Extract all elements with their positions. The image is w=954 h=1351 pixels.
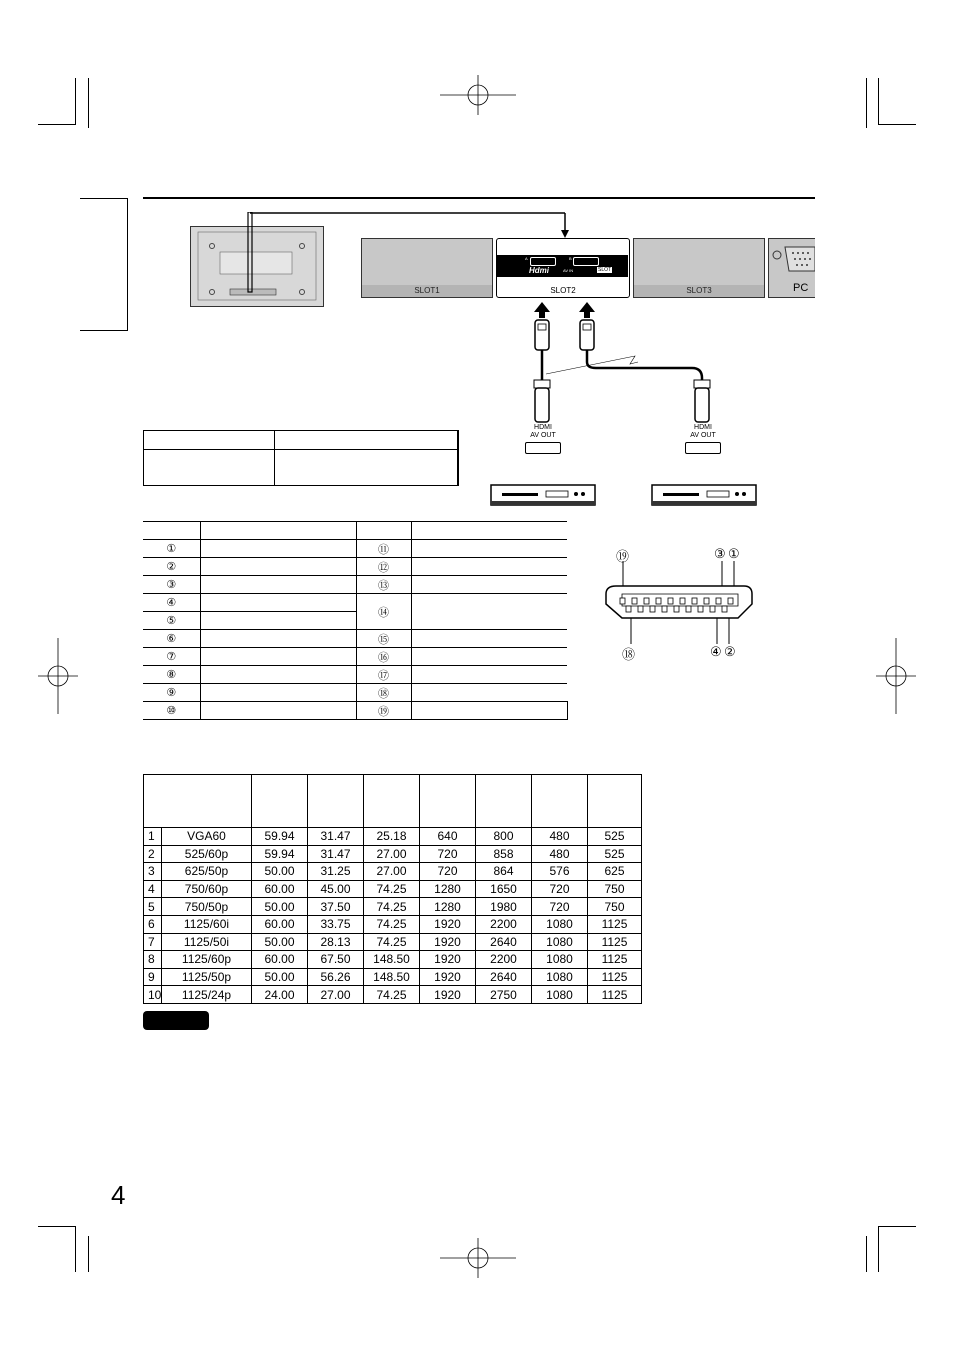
table-cell: 5 bbox=[144, 898, 162, 916]
table-row bbox=[144, 880, 642, 898]
table-cell: 1125/24p bbox=[162, 986, 252, 1004]
table-cell: 1280 bbox=[420, 880, 476, 898]
table-row bbox=[143, 594, 567, 612]
table-cell: 25.18 bbox=[364, 828, 420, 846]
hdmi-connector-diagram bbox=[600, 544, 760, 662]
vga-connector-icon bbox=[771, 245, 815, 275]
table-cell: 750/60p bbox=[162, 880, 252, 898]
registration-mark-left bbox=[38, 638, 78, 714]
device1-line2: AV OUT bbox=[530, 432, 556, 439]
slot3-label: SLOT3 bbox=[634, 285, 764, 297]
table-cell: 7 bbox=[144, 933, 162, 951]
table-cell: 1280 bbox=[420, 898, 476, 916]
table-cell: 56.26 bbox=[308, 968, 364, 986]
table-cell: 480 bbox=[532, 845, 588, 863]
pin-number: ⑩ bbox=[143, 702, 200, 720]
table-cell: 4 bbox=[144, 880, 162, 898]
table-row bbox=[144, 845, 642, 863]
table-row bbox=[143, 630, 567, 648]
table-row bbox=[144, 898, 642, 916]
slot2-label: SLOT2 bbox=[550, 286, 576, 295]
table-cell: 27.00 bbox=[308, 986, 364, 1004]
table-cell: 9 bbox=[144, 968, 162, 986]
table-cell: 720 bbox=[532, 880, 588, 898]
port-b-label: B bbox=[569, 256, 572, 261]
device2-line2: AV OUT bbox=[690, 432, 716, 439]
arrow-up-icon bbox=[534, 302, 550, 318]
pin18-label: ⑱ bbox=[622, 647, 636, 662]
slot-tag: SLOT bbox=[598, 267, 612, 273]
table-row bbox=[144, 863, 642, 881]
pin-number: ⑪ bbox=[356, 540, 411, 558]
table-cell: VGA60 bbox=[162, 828, 252, 846]
pin-number: ⑲ bbox=[356, 702, 411, 720]
table-cell: 858 bbox=[476, 845, 532, 863]
table-cell: 31.25 bbox=[308, 863, 364, 881]
table-cell: 800 bbox=[476, 828, 532, 846]
pc-label: PC bbox=[793, 282, 809, 294]
pin-number: ⑱ bbox=[356, 684, 411, 702]
table-cell: 74.25 bbox=[364, 933, 420, 951]
pin-number: ⑦ bbox=[143, 648, 200, 666]
table-cell: 1125/60p bbox=[162, 951, 252, 969]
table-cell: 45.00 bbox=[308, 880, 364, 898]
pin-number: ② bbox=[143, 558, 200, 576]
device1-line1: HDMI bbox=[534, 424, 552, 431]
registration-mark-right bbox=[876, 638, 916, 714]
header-rule bbox=[143, 197, 815, 199]
table-cell: 625 bbox=[588, 863, 642, 881]
pin-number: ⑨ bbox=[143, 684, 200, 702]
table-row bbox=[144, 968, 642, 986]
table-cell: 31.47 bbox=[308, 828, 364, 846]
slot2-panel bbox=[496, 238, 630, 298]
table-cell: 1125 bbox=[588, 986, 642, 1004]
table-cell: 60.00 bbox=[252, 951, 308, 969]
device1-hdmi-label bbox=[523, 424, 563, 440]
table-cell: 24.00 bbox=[252, 986, 308, 1004]
registration-mark-bottom bbox=[440, 1238, 516, 1278]
table-cell: 50.00 bbox=[252, 933, 308, 951]
table-cell: 27.00 bbox=[364, 863, 420, 881]
hdmi-port-b-icon bbox=[573, 257, 599, 266]
table-cell: 27.00 bbox=[364, 845, 420, 863]
signal-format-table bbox=[143, 774, 642, 1004]
pin-number: ⑯ bbox=[356, 648, 411, 666]
table-cell: 148.50 bbox=[364, 968, 420, 986]
table-cell: 8 bbox=[144, 951, 162, 969]
table-row bbox=[143, 666, 567, 684]
table-cell: 74.25 bbox=[364, 898, 420, 916]
hdmi-logo: Hdmi bbox=[529, 266, 549, 275]
table-cell: 50.00 bbox=[252, 898, 308, 916]
table-cell: 864 bbox=[476, 863, 532, 881]
note-badge bbox=[143, 1011, 209, 1030]
table-cell: 10 bbox=[144, 986, 162, 1004]
slot1-label: SLOT1 bbox=[362, 285, 492, 297]
table-cell: 1125 bbox=[588, 968, 642, 986]
table-cell: 720 bbox=[420, 845, 476, 863]
table-cell: 50.00 bbox=[252, 968, 308, 986]
table-cell: 60.00 bbox=[252, 915, 308, 933]
table-row bbox=[144, 915, 642, 933]
table-cell: 750 bbox=[588, 898, 642, 916]
table-cell: 750/50p bbox=[162, 898, 252, 916]
table-cell: 2 bbox=[144, 845, 162, 863]
pin2-label: ② bbox=[724, 644, 736, 659]
pin-number: ⑥ bbox=[143, 630, 200, 648]
table-cell: 1080 bbox=[532, 915, 588, 933]
table-cell: 1080 bbox=[532, 951, 588, 969]
table-cell: 74.25 bbox=[364, 880, 420, 898]
pin-assignment-table bbox=[143, 521, 567, 720]
table-cell: 576 bbox=[532, 863, 588, 881]
table-cell: 59.94 bbox=[252, 845, 308, 863]
table-cell: 1125 bbox=[588, 933, 642, 951]
hdmi-port-a-icon bbox=[530, 257, 556, 266]
table-cell: 74.25 bbox=[364, 915, 420, 933]
table-cell: 37.50 bbox=[308, 898, 364, 916]
table-cell: 1080 bbox=[532, 986, 588, 1004]
table-cell: 1080 bbox=[532, 933, 588, 951]
pin-number: ⑤ bbox=[143, 612, 200, 630]
hdmi-socket-icon bbox=[600, 544, 760, 662]
dvd-player-icon bbox=[651, 483, 757, 509]
table-row bbox=[143, 540, 567, 558]
hdmi-cables bbox=[520, 300, 730, 430]
table-cell: 2750 bbox=[476, 986, 532, 1004]
table-cell: 1920 bbox=[420, 915, 476, 933]
table-cell: 525/60p bbox=[162, 845, 252, 863]
av-in-label: AV IN bbox=[563, 268, 574, 273]
table-cell: 1920 bbox=[420, 968, 476, 986]
table-cell: 640 bbox=[420, 828, 476, 846]
table-cell: 67.50 bbox=[308, 951, 364, 969]
arrow-up-icon bbox=[579, 302, 595, 318]
pin-number: ④ bbox=[143, 594, 200, 612]
table-cell: 525 bbox=[588, 828, 642, 846]
registration-mark-top bbox=[440, 75, 516, 115]
table-cell: 74.25 bbox=[364, 986, 420, 1004]
table-cell: 750 bbox=[588, 880, 642, 898]
device2-hdmi-label bbox=[683, 424, 723, 440]
pin-number: ⑰ bbox=[356, 666, 411, 684]
pin19-label: ⑲ bbox=[616, 549, 630, 564]
table-row bbox=[144, 986, 642, 1004]
slot3-panel bbox=[633, 238, 765, 298]
page-number: 4 bbox=[111, 1180, 126, 1210]
pin-number: ① bbox=[143, 540, 200, 558]
table-cell: 1920 bbox=[420, 986, 476, 1004]
table-cell: 625/50p bbox=[162, 863, 252, 881]
device1-hdmi-port-icon bbox=[525, 442, 561, 454]
table-row bbox=[143, 684, 567, 702]
table-row bbox=[144, 828, 642, 846]
pin-number: ③ bbox=[143, 576, 200, 594]
pin-number: ⑮ bbox=[356, 630, 411, 648]
table-cell: 2200 bbox=[476, 915, 532, 933]
pin-number: ⑭ bbox=[356, 594, 411, 630]
table-row bbox=[143, 558, 567, 576]
table-cell: 2200 bbox=[476, 951, 532, 969]
pin-number: ⑬ bbox=[356, 576, 411, 594]
table-cell: 1920 bbox=[420, 933, 476, 951]
table-cell: 33.75 bbox=[308, 915, 364, 933]
table-cell: 720 bbox=[420, 863, 476, 881]
table-cell: 1650 bbox=[476, 880, 532, 898]
table-cell: 6 bbox=[144, 915, 162, 933]
port-a-label: A bbox=[525, 256, 528, 261]
table-cell: 2640 bbox=[476, 933, 532, 951]
table-cell: 1125 bbox=[588, 915, 642, 933]
table-row bbox=[143, 576, 567, 594]
table-cell: 59.94 bbox=[252, 828, 308, 846]
pin-number: ⑫ bbox=[356, 558, 411, 576]
table-row bbox=[144, 951, 642, 969]
table-cell: 720 bbox=[532, 898, 588, 916]
table-cell: 1 bbox=[144, 828, 162, 846]
pc-panel bbox=[768, 238, 815, 298]
pin3-label: ③ bbox=[714, 546, 726, 561]
slot1-panel bbox=[361, 238, 493, 298]
table-cell: 1125/50i bbox=[162, 933, 252, 951]
table-row bbox=[144, 933, 642, 951]
table-cell: 525 bbox=[588, 845, 642, 863]
dvd-player-icon bbox=[490, 483, 596, 509]
device2-hdmi-port-icon bbox=[685, 442, 721, 454]
pin1-label: ① bbox=[728, 546, 740, 561]
table-cell: 1125/60i bbox=[162, 915, 252, 933]
table-cell: 148.50 bbox=[364, 951, 420, 969]
table-cell: 3 bbox=[144, 863, 162, 881]
pin4-label: ④ bbox=[710, 644, 722, 659]
device2-line1: HDMI bbox=[694, 424, 712, 431]
table-cell: 60.00 bbox=[252, 880, 308, 898]
table-cell: 28.13 bbox=[308, 933, 364, 951]
table-row bbox=[143, 702, 567, 720]
table-cell: 1080 bbox=[532, 968, 588, 986]
table-cell: 31.47 bbox=[308, 845, 364, 863]
table-cell: 50.00 bbox=[252, 863, 308, 881]
pin-number: ⑧ bbox=[143, 666, 200, 684]
table-cell: 480 bbox=[532, 828, 588, 846]
table-cell: 1125/50p bbox=[162, 968, 252, 986]
table-row bbox=[143, 648, 567, 666]
table-cell: 1920 bbox=[420, 951, 476, 969]
table-cell: 1980 bbox=[476, 898, 532, 916]
table-cell: 1125 bbox=[588, 951, 642, 969]
table-cell: 2640 bbox=[476, 968, 532, 986]
info-table bbox=[143, 430, 459, 486]
